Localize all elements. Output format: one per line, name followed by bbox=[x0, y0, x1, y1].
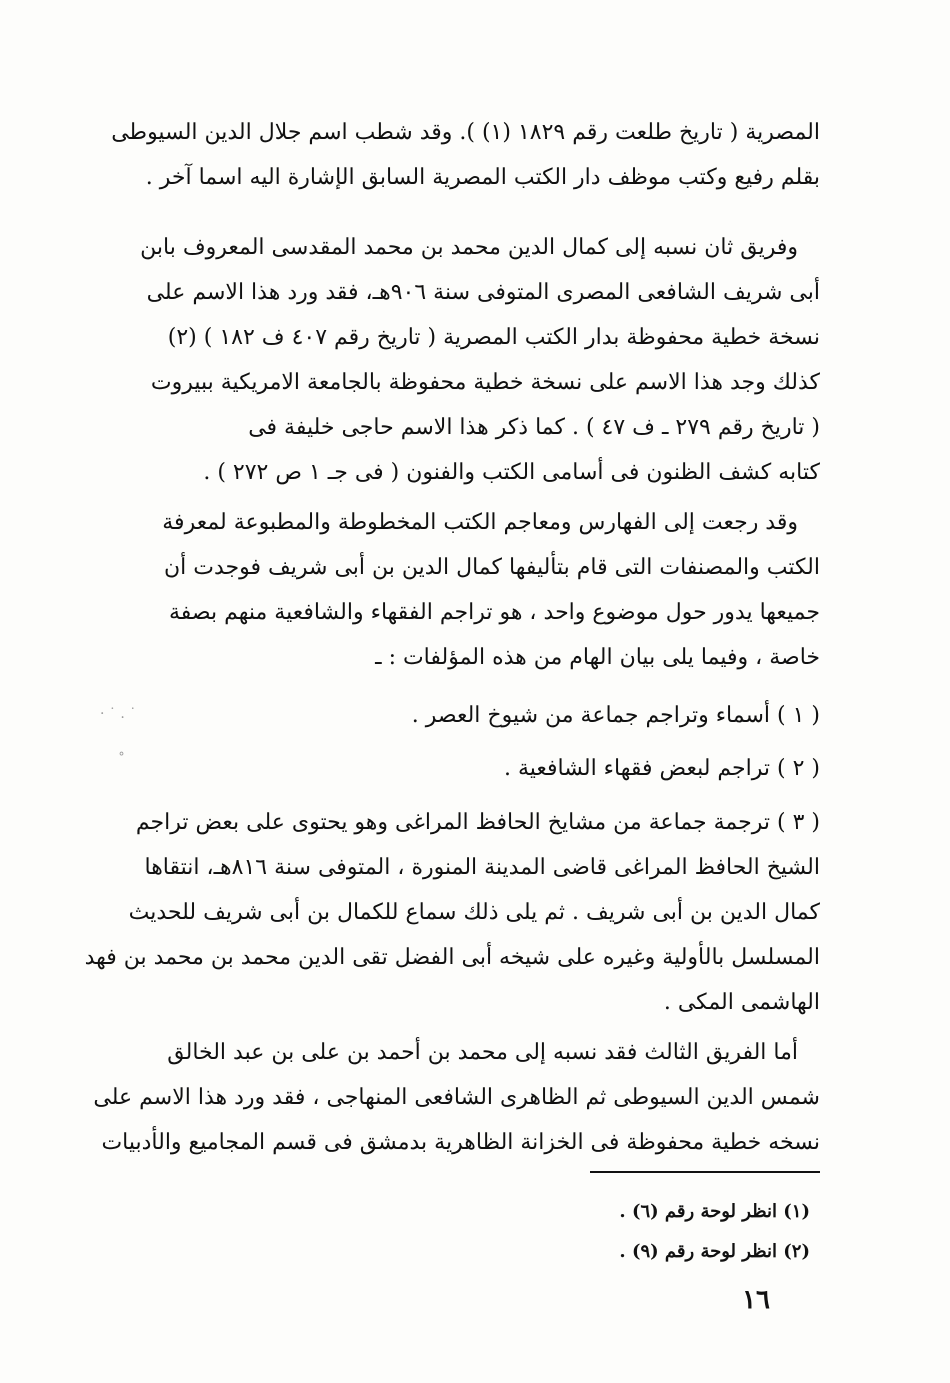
page-number: ١٦ bbox=[742, 1285, 770, 1315]
paragraph-2-line: كذلك وجد هذا الاسم على نسخة خطية محفوظة بالجامعة الامريكية ببيروت bbox=[150, 370, 820, 395]
footnotes bbox=[410, 1192, 810, 1272]
paragraph-1-line: المصرية ( تاريخ طلعت رقم ١٨٢٩ (١) ). وقد شطب اسم جلال الدين السيوطى bbox=[111, 120, 820, 145]
paragraph-2-line: نسخة خطية محفوظة بدار الكتب المصرية ( تاريخ رقم ٤٠٧ ف ١٨٢ ) (٢) bbox=[167, 325, 820, 350]
paragraph-2-line: كتابه كشف الظنون فى أسامى الكتب والفنون ( فى جـ ١ ص ٢٧٢ ) . bbox=[203, 460, 820, 485]
scan-speck: ˚ bbox=[118, 752, 125, 768]
list-item-line: ( ١ ) أسماء وتراجم جماعة من شيوخ العصر . bbox=[411, 703, 820, 728]
list-item-line: ( ٣ ) ترجمة جماعة من مشايخ الحافظ المراغى وهو يحتوى على بعض تراجم bbox=[135, 810, 820, 835]
paragraph-3-line: وقد رجعت إلى الفهارس ومعاجم الكتب المخطوطة والمطبوعة لمعرفة bbox=[162, 510, 798, 535]
list-item-line: الهاشمى المكى . bbox=[663, 990, 820, 1015]
paragraph-4-line: أما الفريق الثالث فقد نسبه إلى محمد بن أحمد بن على بن عبد الخالق bbox=[167, 1040, 798, 1065]
paragraph-4-line: نسخه خطية محفوظة فى الخزانة الظاهرية بدمشق فى قسم المجاميع والأدبيات bbox=[101, 1130, 820, 1155]
paragraph-1 bbox=[111, 110, 820, 200]
paragraph-2 bbox=[120, 225, 820, 495]
list-item-line: ( ٢ ) تراجم لبعض فقهاء الشافعية . bbox=[503, 756, 820, 781]
paragraph-1-line: بقلم رفيع وكتب موظف دار الكتب المصرية السابق الإشارة اليه اسما آخر . bbox=[145, 165, 820, 190]
list-item-line: المسلسل بالأولية وغيره على شيخه أبى الفضل تقى الدين محمد بن محمد بن فهد bbox=[84, 945, 820, 970]
list-item-3 bbox=[84, 800, 820, 1025]
list-item-line: كمال الدين بن أبى شريف . ثم يلى ذلك سماع للكمال بن أبى شريف للحديث bbox=[128, 900, 820, 925]
paragraph-2-line: ( تاريخ رقم ٢٧٩ ـ ف ٤٧ ) . كما ذكر هذا الاسم حاجى خليفة فى bbox=[248, 415, 820, 440]
paragraph-3-line: خاصة ، وفيما يلى بيان الهام من هذه المؤلفات : ـ bbox=[375, 645, 820, 670]
scan-speck: · ˙ . ˙ bbox=[100, 706, 137, 722]
list-item-line: الشيخ الحافظ المراغى قاضى المدينة المنورة ، المتوفى سنة ٨١٦هـ، انتقاها bbox=[144, 855, 820, 880]
paragraph-3 bbox=[120, 500, 820, 680]
paragraph-3-line: الكتب والمصنفات التى قام بتأليفها كمال الدين بن أبى شريف فوجدت أن bbox=[164, 555, 820, 580]
footnote-1: (١) انظر لوحة رقم (٦) . bbox=[619, 1201, 810, 1222]
paragraph-2-line: أبى شريف الشافعى المصرى المتوفى سنة ٩٠٦هـ، فقد ورد هذا الاسم على bbox=[146, 280, 820, 305]
list-item-1 bbox=[120, 693, 820, 738]
list-item-2 bbox=[120, 746, 820, 791]
footnote-2: (٢) انظر لوحة رقم (٩) . bbox=[619, 1241, 810, 1262]
footnote-divider bbox=[590, 1171, 820, 1173]
paragraph-2-line: وفريق ثان نسبه إلى كمال الدين محمد بن محمد المقدسى المعروف بابن bbox=[140, 235, 798, 260]
paragraph-4-line: شمس الدين السيوطى ثم الظاهرى الشافعى المنهاجى ، فقد ورد هذا الاسم على bbox=[93, 1085, 820, 1110]
paragraph-3-line: جميعها يدور حول موضوع واحد ، هو تراجم الفقهاء والشافعية منهم بصفة bbox=[168, 600, 820, 625]
paragraph-4 bbox=[93, 1030, 820, 1165]
